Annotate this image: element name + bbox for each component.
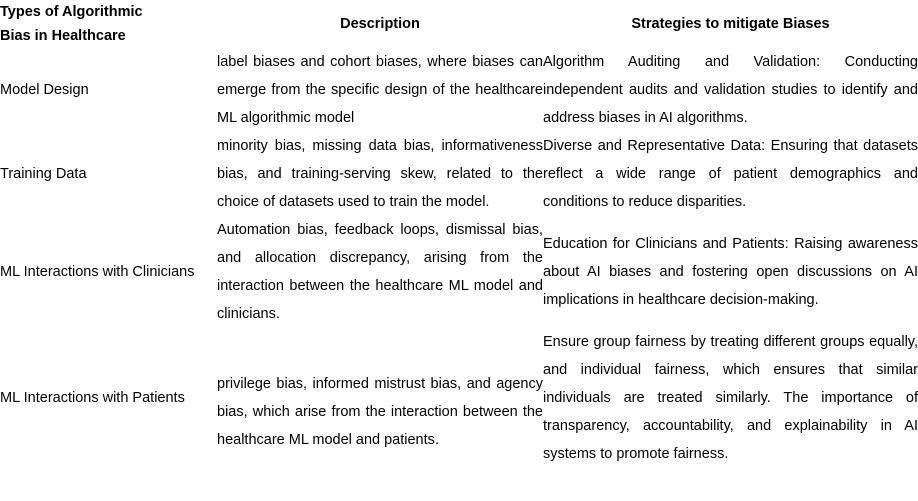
- column-header-description: Description: [340, 16, 420, 32]
- cell-bias-type: Training Data: [0, 166, 87, 182]
- column-header-bias-type-line2: Bias in Healthcare: [0, 28, 126, 44]
- cell-description: privilege bias, informed mistrust bias, and agency bias, which arise from the interaction between the healthcare ML model and patients.: [217, 376, 543, 448]
- cell-strategies: Ensure group fairness by treating different groups equally, and individual fairness, which ensures that similar individuals are treated similarly. The importance of transparency, accountability, and explainability in AI systems to promote fairness.: [543, 334, 918, 462]
- cell-description: Automation bias, feedback loops, dismissal bias, and allocation discrepancy, arising from the interaction between the healthcare ML model and clinicians.: [217, 222, 543, 322]
- table-row: [0, 132, 918, 216]
- cell-description: minority bias, missing data bias, informativeness bias, and training-serving skew, related to the choice of datasets used to train the model.: [217, 138, 543, 210]
- column-header-bias-type-line1: Types of Algorithmic: [0, 4, 143, 20]
- table-header: [0, 0, 918, 48]
- table-row: [0, 216, 918, 328]
- cell-bias-type: ML Interactions with Clinicians: [0, 264, 195, 280]
- cell-strategies: Education for Clinicians and Patients: Raising awareness about AI biases and fostering open discussions on AI implications in healthcare decision-making.: [543, 236, 918, 308]
- column-header-strategies: Strategies to mitigate Biases: [631, 16, 830, 32]
- cell-bias-type: ML Interactions with Patients: [0, 390, 185, 406]
- table-row: [0, 48, 918, 132]
- cell-bias-type: Model Design: [0, 82, 89, 98]
- table-row: [0, 328, 918, 468]
- table-body: [0, 48, 918, 468]
- cell-strategies: Diverse and Representative Data: Ensuring that datasets reflect a wide range of patient demographics and conditions to reduce disparities.: [543, 138, 918, 210]
- cell-strategies: Algorithm Auditing and Validation: Conducting independent audits and validation studies to identify and address biases in AI algorithms.: [543, 54, 918, 126]
- cell-description: label biases and cohort biases, where biases can emerge from the specific design of the healthcare ML algorithmic model: [217, 54, 543, 126]
- table-header-row: [0, 0, 918, 48]
- column-header-bias-type: [0, 0, 217, 48]
